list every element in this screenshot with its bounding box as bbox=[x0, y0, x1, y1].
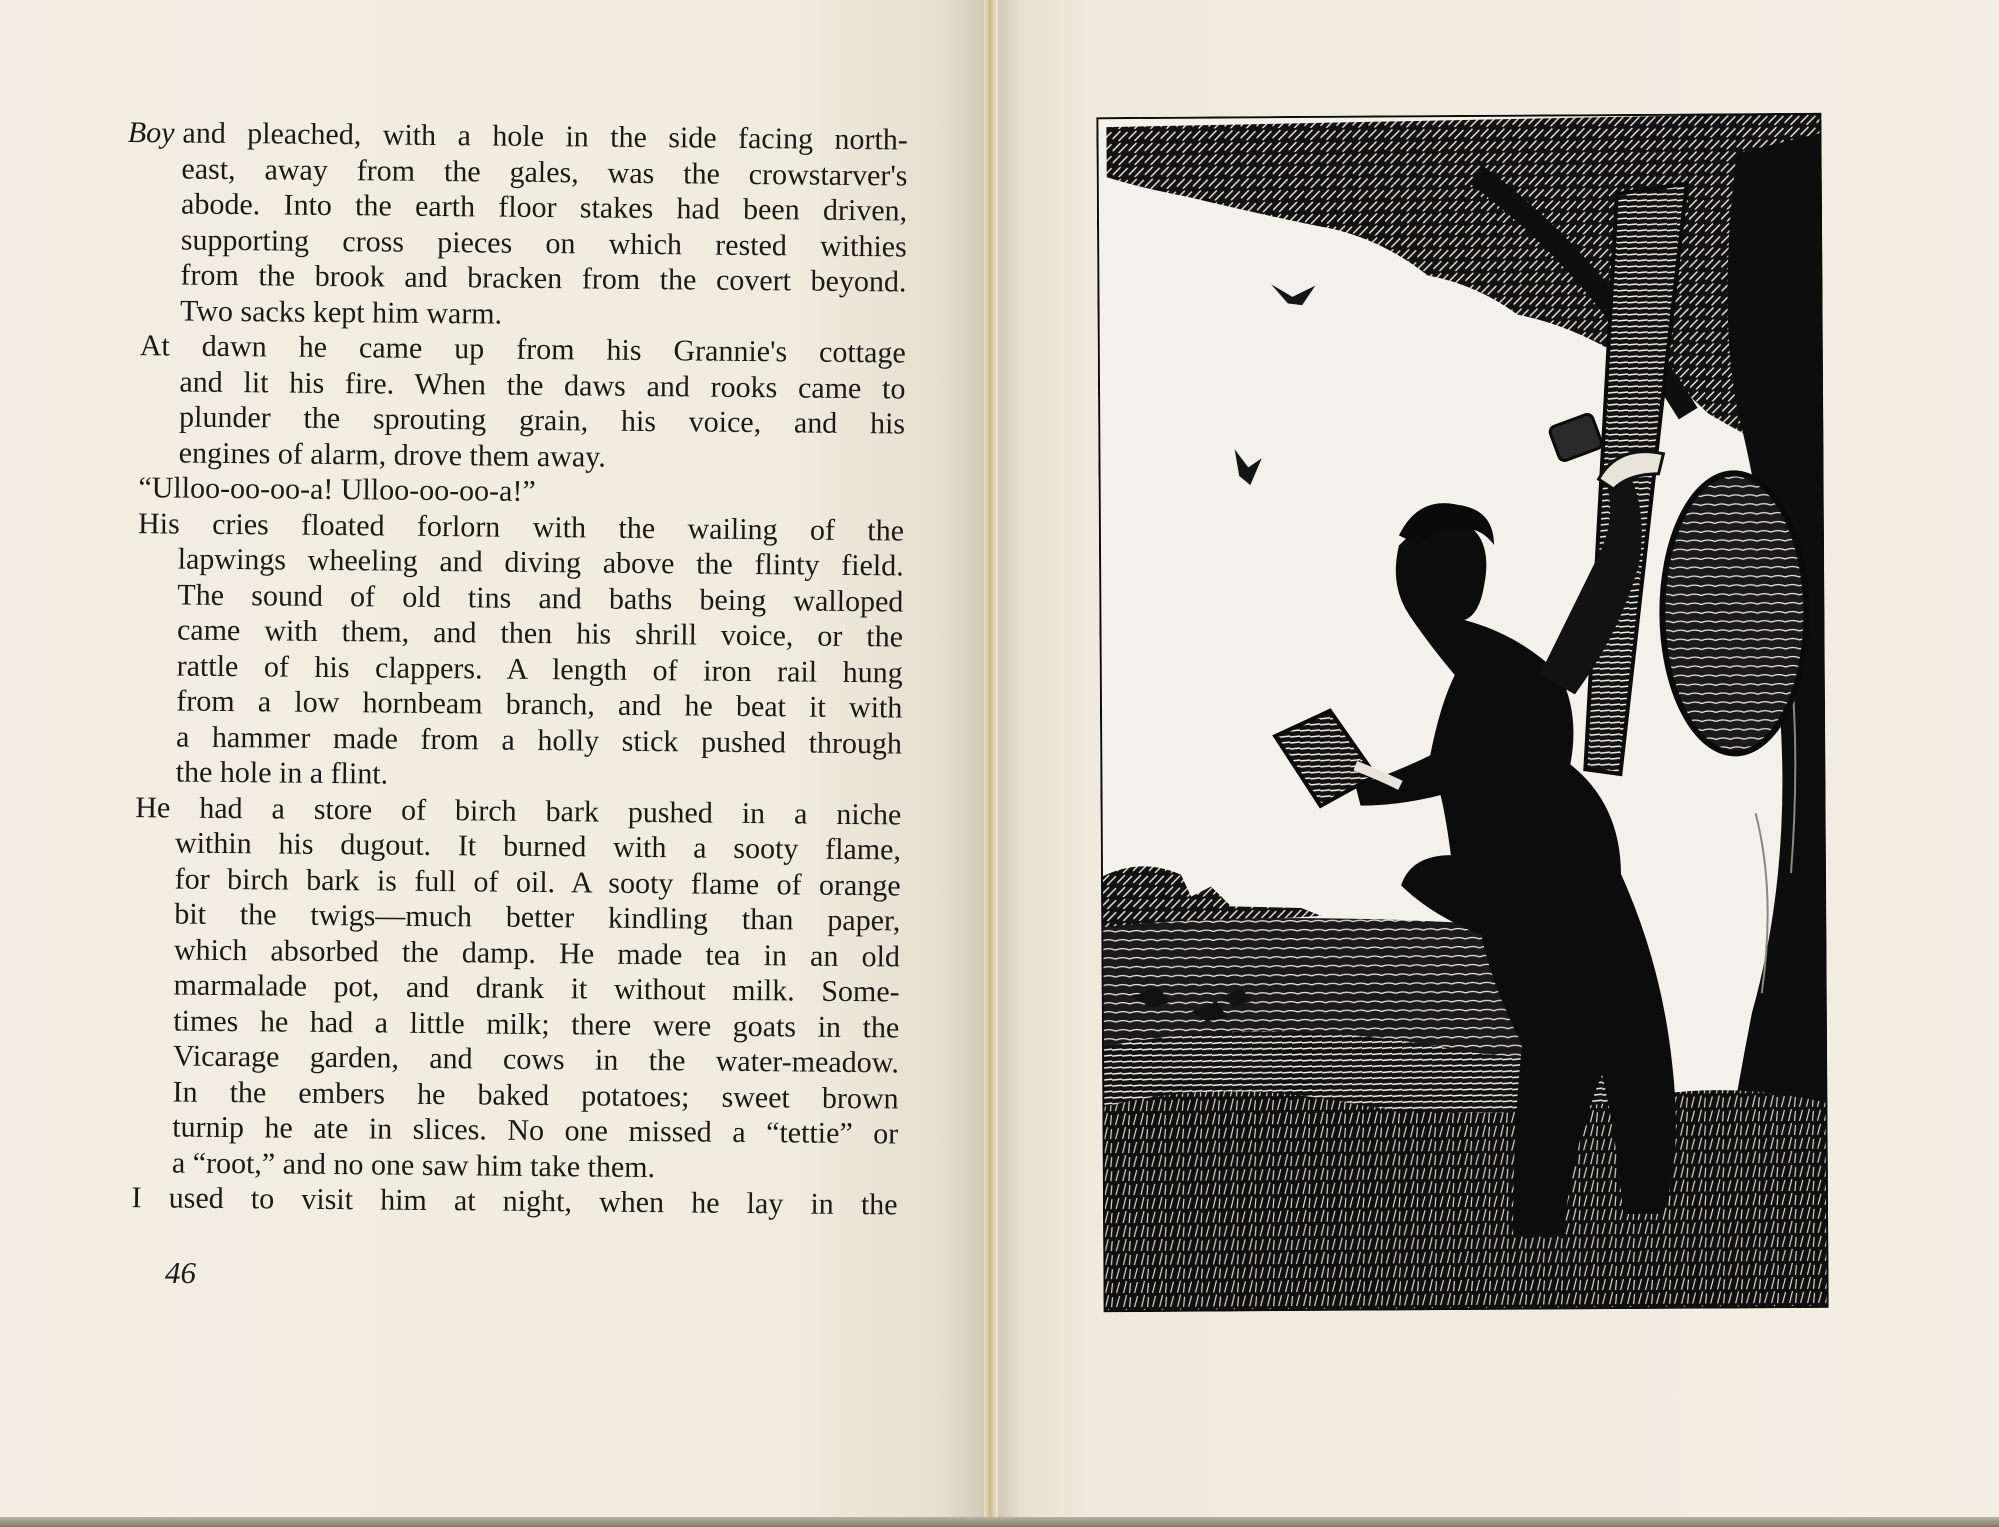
text-line: In the embers he baked potatoes; sweet brown bbox=[172, 1074, 899, 1115]
text-line: rattle of his clappers. A length of iron rail hung bbox=[176, 648, 903, 689]
paragraph-start: I used to visit him at night, when he lay in the bbox=[131, 1181, 898, 1222]
paragraph-start: His cries floated forlorn with the wailing of the bbox=[137, 506, 905, 547]
text-line: turnip he ate in slices. No one missed a “tettie” or bbox=[172, 1110, 899, 1151]
text-line: which absorbed the damp. He made tea in an old bbox=[173, 932, 901, 973]
text-line: marmalade pot, and drank it without milk. Some- bbox=[173, 968, 900, 1009]
paragraph-start: He had a store of birch bark pushed in a niche bbox=[135, 790, 902, 831]
page-bottom-edge bbox=[0, 1517, 1999, 1527]
text-line: times he had a little milk; there were goats in the bbox=[173, 1003, 900, 1044]
book-gutter bbox=[984, 0, 998, 1527]
text-line: from the brook and bracken from the covert beyond. bbox=[180, 258, 907, 299]
text-line: supporting cross pieces on which rested withies bbox=[180, 223, 907, 263]
right-page bbox=[990, 0, 1999, 1527]
text-line: lapwings wheeling and diving above the flinty field. bbox=[177, 542, 904, 583]
text-line: for birch bark is full of oil. A sooty flame of orange bbox=[174, 861, 901, 902]
text-line: a hammer made from a holly stick pushed through bbox=[175, 719, 903, 760]
paragraph-start: “Ulloo-oo-oo-a! Ulloo-oo-oo-a!” bbox=[138, 471, 536, 508]
page-number: 46 bbox=[165, 1255, 196, 1290]
text-line: within his dugout. It burned with a sooty flame, bbox=[174, 826, 902, 867]
text-line: bit the twigs—much better kindling than paper, bbox=[174, 897, 901, 938]
text-line: the hole in a flint. bbox=[175, 755, 389, 791]
text-line: Two sacks kept him warm. bbox=[179, 294, 503, 331]
text-line: east, away from the gales, was the crowstarver's bbox=[181, 152, 908, 192]
paragraph-start: At dawn he came up from his Grannie's cottage bbox=[139, 329, 906, 370]
engraving-art bbox=[1096, 113, 1828, 1312]
running-word: Boy bbox=[127, 115, 175, 150]
text-line: The sound of old tins and baths being walloped bbox=[177, 577, 904, 618]
foreground-grass bbox=[1102, 1088, 1828, 1312]
text-line: abode. Into the earth floor stakes had been driven, bbox=[180, 187, 908, 228]
text-line: came with them, and then his shrill voice, or the bbox=[176, 613, 904, 654]
text-line: and lit his fire. When the daws and rooks came to bbox=[179, 365, 906, 405]
text-line: plunder the sprouting grain, his voice, and his bbox=[178, 400, 906, 441]
body-text bbox=[117, 115, 908, 1223]
wood-engraving-illustration bbox=[1096, 113, 1828, 1312]
text-line: engines of alarm, drove them away. bbox=[178, 436, 606, 474]
tin-bath bbox=[1662, 473, 1808, 754]
text-line: a “root,” and no one saw him take them. bbox=[171, 1145, 656, 1184]
text-line-1: Boy and pleached, with a hole in the side facing north- bbox=[127, 115, 908, 157]
left-page bbox=[0, 0, 990, 1527]
text-line: from a low hornbeam branch, and he beat it with bbox=[176, 684, 903, 725]
text-line: Vicarage garden, and cows in the water-meadow. bbox=[172, 1039, 900, 1080]
